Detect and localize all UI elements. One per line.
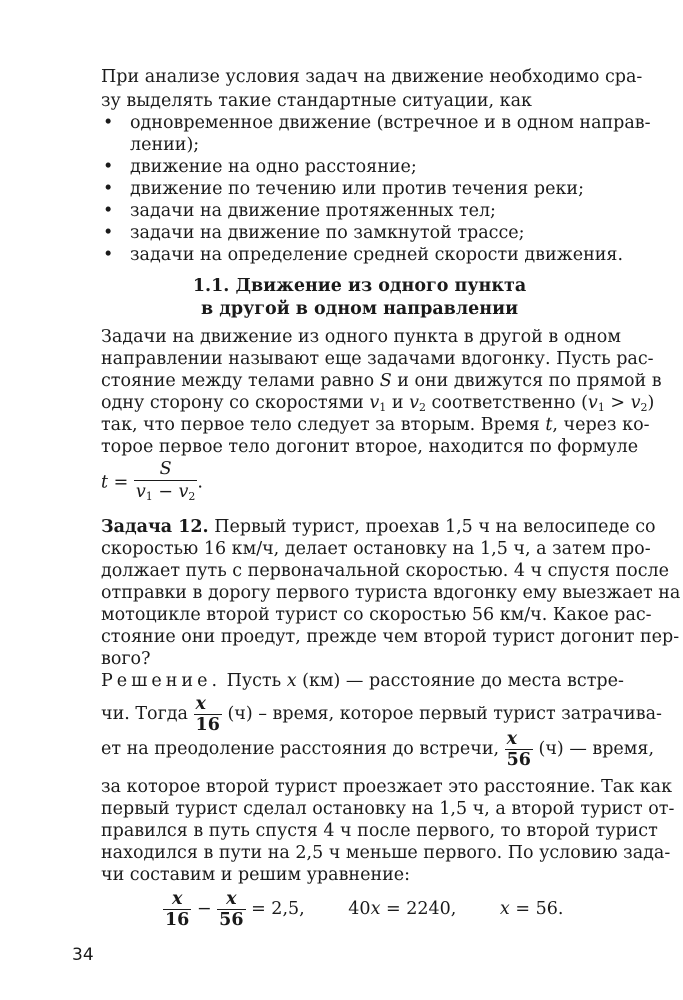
section-title: в другой в одном направлении	[200, 299, 519, 319]
dot: .	[197, 472, 203, 493]
problem-line: мотоцикле второй турист со скоростью 56 км/ч. Какое рас-	[101, 605, 652, 625]
text: одну сторону со скоростями	[101, 393, 370, 413]
problem-line	[101, 516, 656, 538]
denominator: 56	[506, 750, 531, 770]
bullet-icon: •	[103, 201, 114, 221]
numerator: x	[195, 694, 206, 714]
equation	[163, 884, 563, 934]
paragraph-line	[101, 414, 650, 436]
problem-line: стояние они проедут, прежде чем второй турист догонит пер-	[101, 627, 680, 647]
var-v: v	[409, 393, 419, 413]
text: (ч) – время, которое первый турист затрачива-	[221, 704, 662, 724]
fraction	[505, 729, 533, 770]
text: Пусть	[221, 671, 287, 691]
intro-text: При анализе условия задач на движение необходимо сра-	[101, 67, 643, 87]
text: 40	[348, 899, 371, 919]
problem-label: Задача 12.	[101, 517, 209, 537]
text: чи. Тогда	[101, 704, 194, 724]
var-v: v	[369, 393, 380, 413]
paragraph-line: направлении называют еще задачами вдогонку. Пусть рас-	[101, 349, 654, 369]
bullet-icon: •	[103, 157, 114, 177]
text: = 56.	[509, 899, 564, 919]
denominator: 16	[165, 910, 190, 930]
numerator: x	[506, 729, 518, 749]
text: (км) — расстояние до места встре-	[296, 671, 624, 691]
solution-line: первый турист сделал остановку на 1,5 ч, а второй турист от-	[101, 799, 675, 819]
bullet-icon: •	[103, 113, 114, 133]
fraction	[163, 889, 191, 930]
list-item: задачи на движение по замкнутой трассе;	[130, 223, 525, 243]
text: стояние между телами равно	[101, 371, 380, 391]
problem-line: должает путь с первоначальной скоростью. 4 ч спустя после	[101, 561, 669, 581]
fraction	[134, 458, 198, 508]
solution-word: Решение.	[101, 671, 222, 691]
formula-time	[101, 458, 203, 508]
text: и они движутся по прямой в	[391, 371, 662, 391]
solution-line: за которое второй турист проезжает это расстояние. Так как	[101, 777, 673, 797]
var-x: x	[499, 899, 510, 919]
var-v: v	[587, 393, 598, 413]
problem-line: скоростью 16 км/ч, делает остановку на 1,5 ч, а затем про-	[101, 539, 651, 559]
problem-line: отправки в дорогу первого туриста вдогонку ему выезжает на	[101, 583, 681, 603]
text: >	[604, 393, 631, 413]
bullet-icon: •	[103, 223, 114, 243]
intro-line	[101, 66, 643, 88]
solution-line: чи составим и решим уравнение:	[101, 865, 411, 885]
page-number: 34	[72, 945, 94, 965]
index: 2	[418, 401, 426, 414]
var-t: t	[545, 415, 553, 435]
text: = 2240,	[380, 899, 457, 919]
bullet-icon: •	[103, 179, 114, 199]
denominator: 56	[219, 910, 244, 930]
index: 1	[379, 401, 387, 414]
index: 2	[640, 401, 648, 414]
fraction	[217, 889, 245, 930]
text: = 2,5,	[245, 899, 305, 919]
var-t: t	[101, 472, 109, 493]
var-s: S	[379, 371, 392, 391]
numerator: S	[159, 459, 172, 479]
var-v: v	[135, 482, 146, 502]
list-item: задачи на определение средней скорости движения.	[130, 245, 624, 265]
text: (ч) — время,	[532, 739, 655, 759]
solution-line: находился в пути на 2,5 ч меньше первого. По условию зада-	[101, 843, 671, 863]
list-item: движение по течению или против течения реки;	[130, 179, 584, 199]
solution-line	[101, 670, 624, 692]
var-v: v	[178, 482, 189, 502]
intro-line: зу выделять такие стандартные ситуации, как	[101, 91, 532, 111]
list-item: движение на одно расстояние;	[130, 157, 417, 177]
text: ет на преодоление расстояния до встречи,	[101, 739, 505, 759]
var-v: v	[630, 393, 641, 413]
paragraph-line	[101, 370, 662, 392]
list-item: одновременное движение (встречное и в одном направ-	[130, 113, 651, 133]
solution-line: правился в путь спустя 4 ч после первого, то второй турист	[101, 821, 658, 841]
index: 1	[597, 401, 605, 414]
minus: −	[191, 899, 218, 919]
text: , через ко-	[552, 415, 650, 435]
index: 2	[188, 490, 196, 503]
solution-line	[101, 724, 655, 774]
index: 1	[145, 490, 153, 503]
equals: =	[108, 472, 134, 493]
text: Первый турист, проехав 1,5 ч на велосипеде со	[208, 517, 656, 537]
minus: −	[152, 482, 179, 502]
paragraph-line: торое первое тело догонит второе, находится по формуле	[101, 437, 639, 457]
denominator: 16	[195, 715, 220, 735]
paragraph-line: Задачи на движение из одного пункта в другой в одном	[101, 327, 621, 347]
var-x: x	[370, 899, 381, 919]
numerator: x	[226, 889, 237, 909]
denominator	[134, 480, 198, 508]
bullet-icon: •	[103, 245, 114, 265]
text: соответственно (	[425, 393, 588, 413]
var-x: x	[286, 671, 297, 691]
problem-line: вого?	[101, 649, 151, 669]
text: )	[647, 393, 655, 413]
text: и	[386, 393, 410, 413]
list-item: задачи на движение протяженных тел;	[130, 201, 496, 221]
text: так, что первое тело следует за вторым. Время	[101, 415, 546, 435]
section-title: 1.1. Движение из одного пункта	[192, 276, 527, 296]
numerator: x	[171, 889, 183, 909]
list-item: лении);	[130, 135, 200, 155]
